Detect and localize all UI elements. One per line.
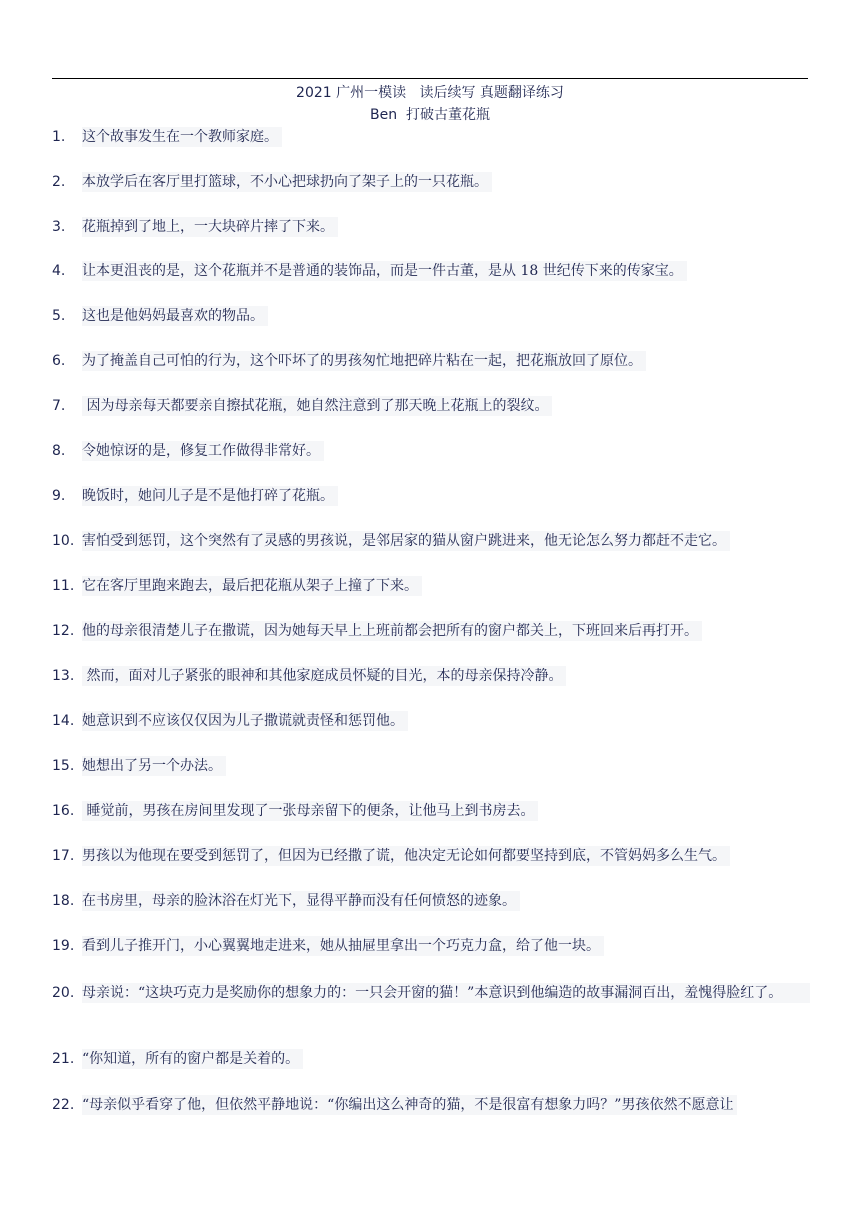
item-text: 他的母亲很清楚儿子在撒谎，因为她每天早上上班前都会把所有的窗户都关上，下班回来后再打开。 (82, 621, 702, 641)
item-number: 16. (52, 803, 75, 819)
item-number: 2. (52, 174, 66, 190)
item-number: 8. (52, 443, 66, 459)
item-number: 18. (52, 893, 75, 909)
item-number: 21. (52, 1051, 75, 1067)
item-text: 她意识到不应该仅仅因为儿子撒谎就责怪和惩罚他。 (82, 711, 408, 731)
item-text: 晚饭时，她问儿子是不是他打碎了花瓶。 (82, 486, 338, 506)
item-text: 本放学后在客厅里打篮球，不小心把球扔向了架子上的一只花瓶。 (82, 172, 492, 192)
item-text: 它在客厅里跑来跑去，最后把花瓶从架子上撞了下来。 (82, 576, 422, 596)
item-number: 7. (52, 398, 66, 414)
item-number: 4. (52, 263, 66, 279)
item-number: 3. (52, 219, 66, 235)
item-text: 母亲说：“这块巧克力是奖励你的想象力的：一只会开窗的猫！”本意识到他编造的故事漏洞百出，羞愧得脸红了。 (82, 983, 810, 1003)
item-number: 19. (52, 938, 75, 954)
item-text: 因为母亲每天都要亲自擦拭花瓶，她自然注意到了那天晚上花瓶上的裂纹。 (82, 396, 552, 416)
item-number: 17. (52, 848, 75, 864)
item-text: 然而，面对儿子紧张的眼神和其他家庭成员怀疑的目光，本的母亲保持冷静。 (82, 666, 566, 686)
item-text: 让本更沮丧的是，这个花瓶并不是普通的装饰品，而是一件古董，是从 18 世纪传下来的传家宝。 (82, 261, 687, 281)
item-number: 10. (52, 533, 75, 549)
item-text: “你知道，所有的窗户都是关着的。 (82, 1049, 303, 1069)
item-number: 6. (52, 353, 66, 369)
item-text: 睡觉前，男孩在房间里发现了一张母亲留下的便条，让他马上到书房去。 (82, 801, 538, 821)
item-text: 男孩以为他现在要受到惩罚了，但因为已经撒了谎，他决定无论如何都要坚持到底，不管妈妈多么生气。 (82, 846, 730, 866)
item-text: 令她惊讶的是，修复工作做得非常好。 (82, 441, 324, 461)
document-title: 2021 广州一模读 读后续写 真题翻译练习 (296, 85, 564, 101)
item-text: 这个故事发生在一个教师家庭。 (82, 127, 282, 147)
item-number: 12. (52, 623, 75, 639)
document-subtitle: Ben 打破古董花瓶 (370, 107, 490, 123)
item-number: 22. (52, 1097, 75, 1113)
item-number: 5. (52, 308, 66, 324)
item-number: 13. (52, 668, 75, 684)
item-text: 在书房里，母亲的脸沐浴在灯光下，显得平静而没有任何愤怒的迹象。 (82, 891, 520, 911)
item-number: 14. (52, 713, 75, 729)
item-number: 15. (52, 758, 75, 774)
item-text: “母亲似乎看穿了他，但依然平静地说：“你编出这么神奇的猫，不是很富有想象力吗？”男孩依然不愿意让 (82, 1095, 737, 1115)
item-text: 为了掩盖自己可怕的行为，这个吓坏了的男孩匆忙地把碎片粘在一起，把花瓶放回了原位。 (82, 351, 646, 371)
item-text: 她想出了另一个办法。 (82, 756, 226, 776)
item-number: 20. (52, 985, 75, 1001)
item-text: 花瓶掉到了地上，一大块碎片摔了下来。 (82, 217, 338, 237)
item-number: 9. (52, 488, 66, 504)
item-number: 11. (52, 578, 75, 594)
header-rule (52, 78, 808, 79)
item-text: 这也是他妈妈最喜欢的物品。 (82, 306, 268, 326)
item-text: 看到儿子推开门，小心翼翼地走进来，她从抽屉里拿出一个巧克力盒，给了他一块。 (82, 936, 604, 956)
item-number: 1. (52, 129, 66, 145)
item-text: 害怕受到惩罚，这个突然有了灵感的男孩说，是邻居家的猫从窗户跳进来，他无论怎么努力都赶不走它。 (82, 531, 730, 551)
